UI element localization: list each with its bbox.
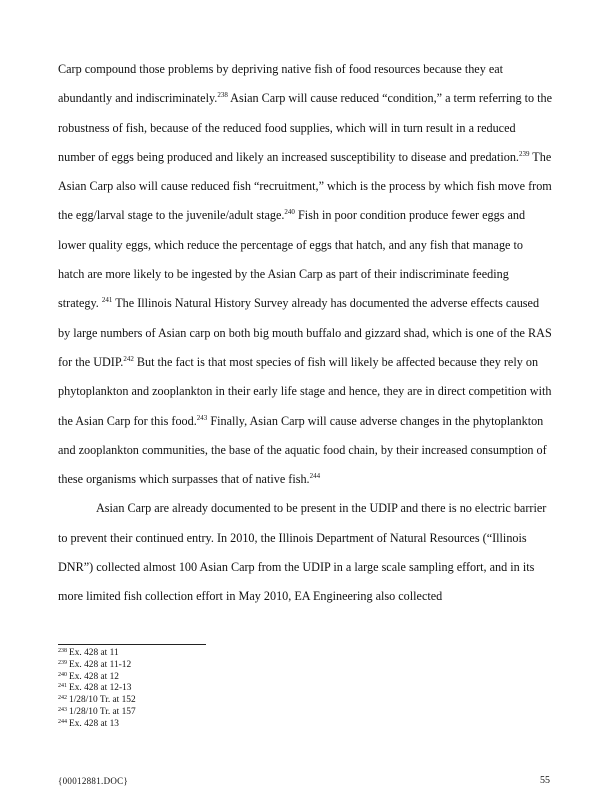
footnote-text: Ex. 428 at 11-12 [69,659,132,670]
footnote-text: Ex. 428 at 12 [69,671,119,682]
body-text [58,55,552,612]
page-number: 55 [540,775,550,786]
text-run: Fish in poor condition produce fewer eggs and lower quality eggs, which reduce the percentage of eggs that hatch, and any fish that manage to hatch are more likely to be ingested by the Asian Carp as part of their indiscriminate feeding strategy. [58,208,526,311]
paragraph [58,55,552,494]
footnote-text: 1/28/10 Tr. at 152 [69,695,136,706]
footnote [58,683,458,695]
footnote-number: 244 [58,718,67,725]
text-run: The Illinois Natural History Survey already has documented the adverse effects caused by large numbers of Asian carp on both big mouth buffalo and gizzard shad, which is one of the RAS for the UDIP. [58,296,552,369]
footnote [58,695,458,707]
footnote-number: 240 [58,671,67,678]
text-run: Finally, Asian Carp will cause adverse changes in the phytoplankton and zooplankton communities, the base of the aquatic food chain, by their increased consumption of these organisms which surpasses that of native fish. [58,413,547,487]
footnote-number: 241 [58,683,67,690]
footnote-text: Ex. 428 at 11 [69,648,119,658]
footnote [58,660,458,672]
text-run: But the fact is that most species of fish will likely be affected because they rely on phytoplankton and zooplankton in their early life stage and hence, they are in direct competition with the Asian Carp for this food. [58,354,552,428]
footnotes [58,648,458,731]
text-run: Asian Carp are already documented to be present in the UDIP and there is no electric barrier to prevent their continued entry. In 2010, the Illinois Department of Natural Resources (“Illinois DNR”) collected almost 100 Asian Carp from the UDIP in a large scale sampling effort, and in its more limited fish collection effort in May 2010, EA Engineering also collected [58,501,547,604]
footnote [58,672,458,684]
footnote-ref: 241 [101,296,113,305]
paragraph [58,494,552,611]
footnote-number: 238 [58,648,67,654]
footnote-ref: 242 [123,354,134,363]
footnote [58,648,458,660]
footnote-text: Ex. 428 at 13 [69,718,119,729]
footnote [58,719,458,731]
footnote-ref: 239 [518,149,530,158]
footnote-text: 1/28/10 Tr. at 157 [69,706,136,717]
footnote-ref: 244 [309,472,321,481]
document-id: {00012881.DOC} [58,776,129,786]
text-run: Carp compound those problems by depriving native fish of food resources because they eat abundantly and indiscriminately. [58,62,504,106]
text-run: Asian Carp will cause reduced “condition,” a term referring to the robustness of fish, because of the reduced food supplies, which will in turn result in a reduced number of eggs being produced and likely an increased susceptibility to disease and predation. [58,91,553,164]
footnote-separator [58,644,206,645]
footnote-ref: 240 [284,208,295,217]
text-run: The Asian Carp also will cause reduced fish “recruitment,” which is the process by which fish move from the egg/larval stage to the juvenile/adult stage. [58,149,552,223]
footnote-number: 243 [58,706,67,713]
footnote-number: 242 [58,695,67,702]
footnote-ref: 243 [196,413,208,422]
footnote-number: 239 [58,659,67,666]
footnote-text: Ex. 428 at 12-13 [69,683,132,694]
footnote-ref: 238 [217,91,228,100]
footnote [58,707,458,719]
